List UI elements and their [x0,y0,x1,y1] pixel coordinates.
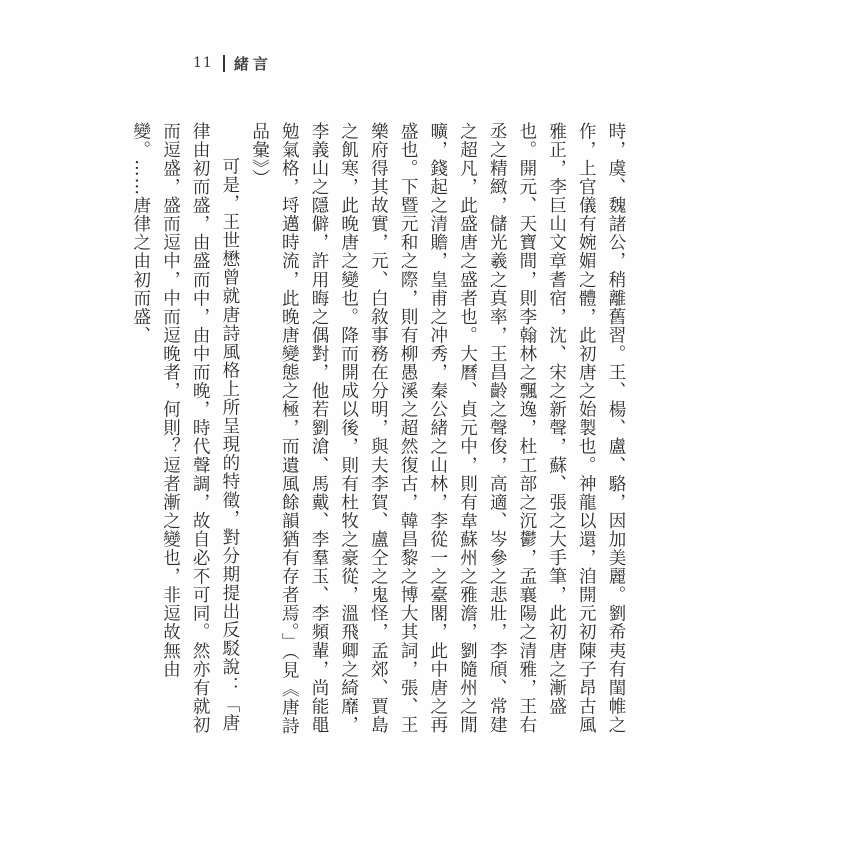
header-divider [223,55,225,72]
chapter-title: 緒言 [233,54,272,73]
paragraph-quotation-continued: 時，虞、魏諸公，稍離舊習。王、楊、盧、駱，因加美麗。劉希夷有閨帷之作，上官儀有婉媚之體，此初唐之始製也。神龍以還，洎開元初陳子昂古風雅正，李巨山文章耆宿，沈、宋之新聲，蘇、張之大手筆，此初唐之漸盛也。開元、天寶間，則李翰林之飄逸，杜工部之沉鬱，孟襄陽之清雅，王右丞之精緻，儲光羲之真率，王昌齡之聲俊，高適、岑參之悲壯，李頎、常建之超凡，此盛唐之盛者也。大曆、貞元中，則有韋蘇州之雅澹，劉隨州之閒曠，錢起之清贍，皇甫之冲秀，秦公緒之山林，李從一之臺閣，此中唐之再盛也。下暨元和之際，則有柳愚溪之超然復古，韓昌黎之博大其詞，張、王樂府得其故實，元、白敘事務在分明，與夫李賀、盧仝之鬼怪，孟郊、賈島之飢寒，此晚唐之變也。降而開成以後，則有杜牧之豪從，溫飛卿之綺靡，李義山之隱僻，許用晦之偶對，他若劉滄、馬戴、李羣玉、李頻輩，尚能黽勉氣格，埒邁時流，此晚唐變態之極，而遺風餘韻猶有存者焉。」（見《唐詩品彙》） [249,122,626,736]
paragraph-wang-shimao-rebuttal: 可是，王世懋曾就唐詩風格上所呈現的特徵，對分期提出反駁說：「唐律由初而盛，由盛而中，由中而晚，時代聲調，故自必不可同。然亦有就初而逗盛，盛而逗中，中而逗晚者，何則？逗者漸之變也，非逗故無由變。……唐律之由初而盛、 [130,122,240,735]
page-number: 11 [193,55,213,71]
running-head [193,52,272,74]
vertical-body-text [125,122,630,742]
